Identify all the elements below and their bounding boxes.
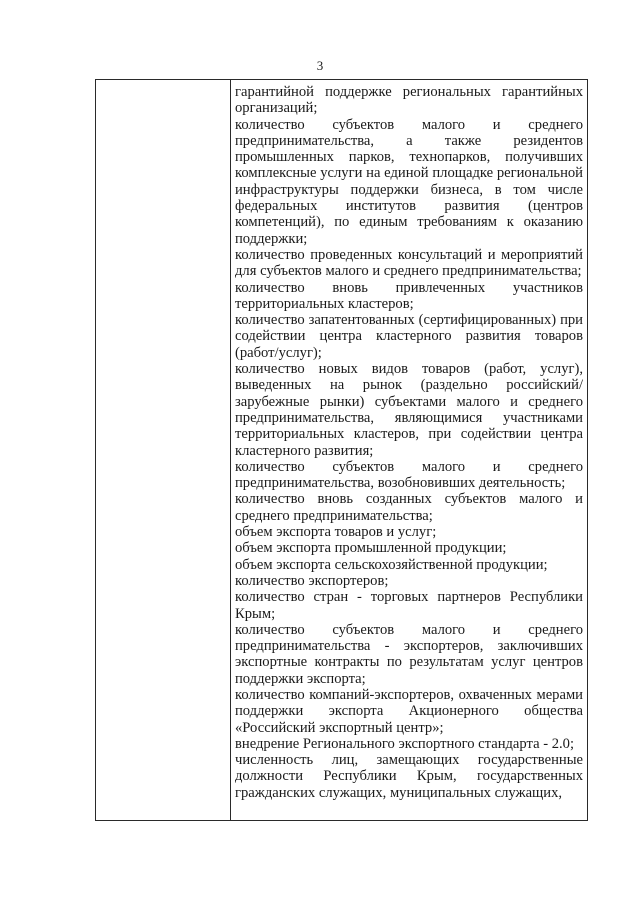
paragraph: количество запатентованных (сертифицированных) при содействии центра кластерного развития товаров (работ/услуг); (235, 312, 583, 361)
paragraph: внедрение Регионального экспортного стандарта - 2.0; (235, 735, 574, 752)
paragraph: объем экспорта сельскохозяйственной продукции; (235, 556, 548, 573)
paragraph: количество экспортеров; (235, 572, 389, 589)
paragraph: количество субъектов малого и среднего предпринимательства, а также резидентов промышленных парков, технопарков, получивших комплексные услуги на единой площадке региональной инфраструктуры поддержки бизнеса, в том числе федеральных институтов развития (центров компетенций), по единым требованиям к оказанию поддержки; (235, 116, 583, 247)
paragraph: численность лиц, замещающих государственные должности Республики Крым, государственных гражданских служащих, муниципальных служащих, (235, 752, 583, 801)
table-right-column (231, 84, 587, 801)
paragraph: гарантийной поддержке региональных гарантийных организаций; (235, 84, 583, 117)
page-number: 3 (316, 58, 324, 73)
table-left-column (96, 80, 231, 820)
paragraph: количество субъектов малого и среднего предпринимательства - экспортеров, заключивших экспортные контракты по результатам услуг центров поддержки экспорта; (235, 621, 583, 687)
paragraph: количество вновь созданных субъектов малого и среднего предпринимательства; (235, 491, 583, 524)
paragraph: объем экспорта промышленной продукции; (235, 540, 507, 557)
paragraph: количество вновь привлеченных участников территориальных кластеров; (235, 279, 583, 312)
paragraph: количество стран - торговых партнеров Республики Крым; (235, 589, 583, 622)
paragraph: количество субъектов малого и среднего предпринимательства, возобновивших деятельность; (235, 458, 583, 492)
document-table (95, 79, 588, 821)
paragraph: количество новых видов товаров (работ, услуг), выведенных на рынок (раздельно российский/зарубежные рынки) субъектами малого и среднего предпринимательства, являющимися участниками территориальных кластеров, при содействии центра кластерного развития; (235, 361, 583, 459)
paragraph: объем экспорта товаров и услуг; (235, 524, 437, 541)
paragraph: количество компаний-экспортеров, охваченных мерами поддержки экспорта Акционерного общества «Российский экспортный центр»; (235, 686, 583, 736)
paragraph: количество проведенных консультаций и мероприятий для субъектов малого и среднего предпринимательства; (235, 246, 583, 280)
